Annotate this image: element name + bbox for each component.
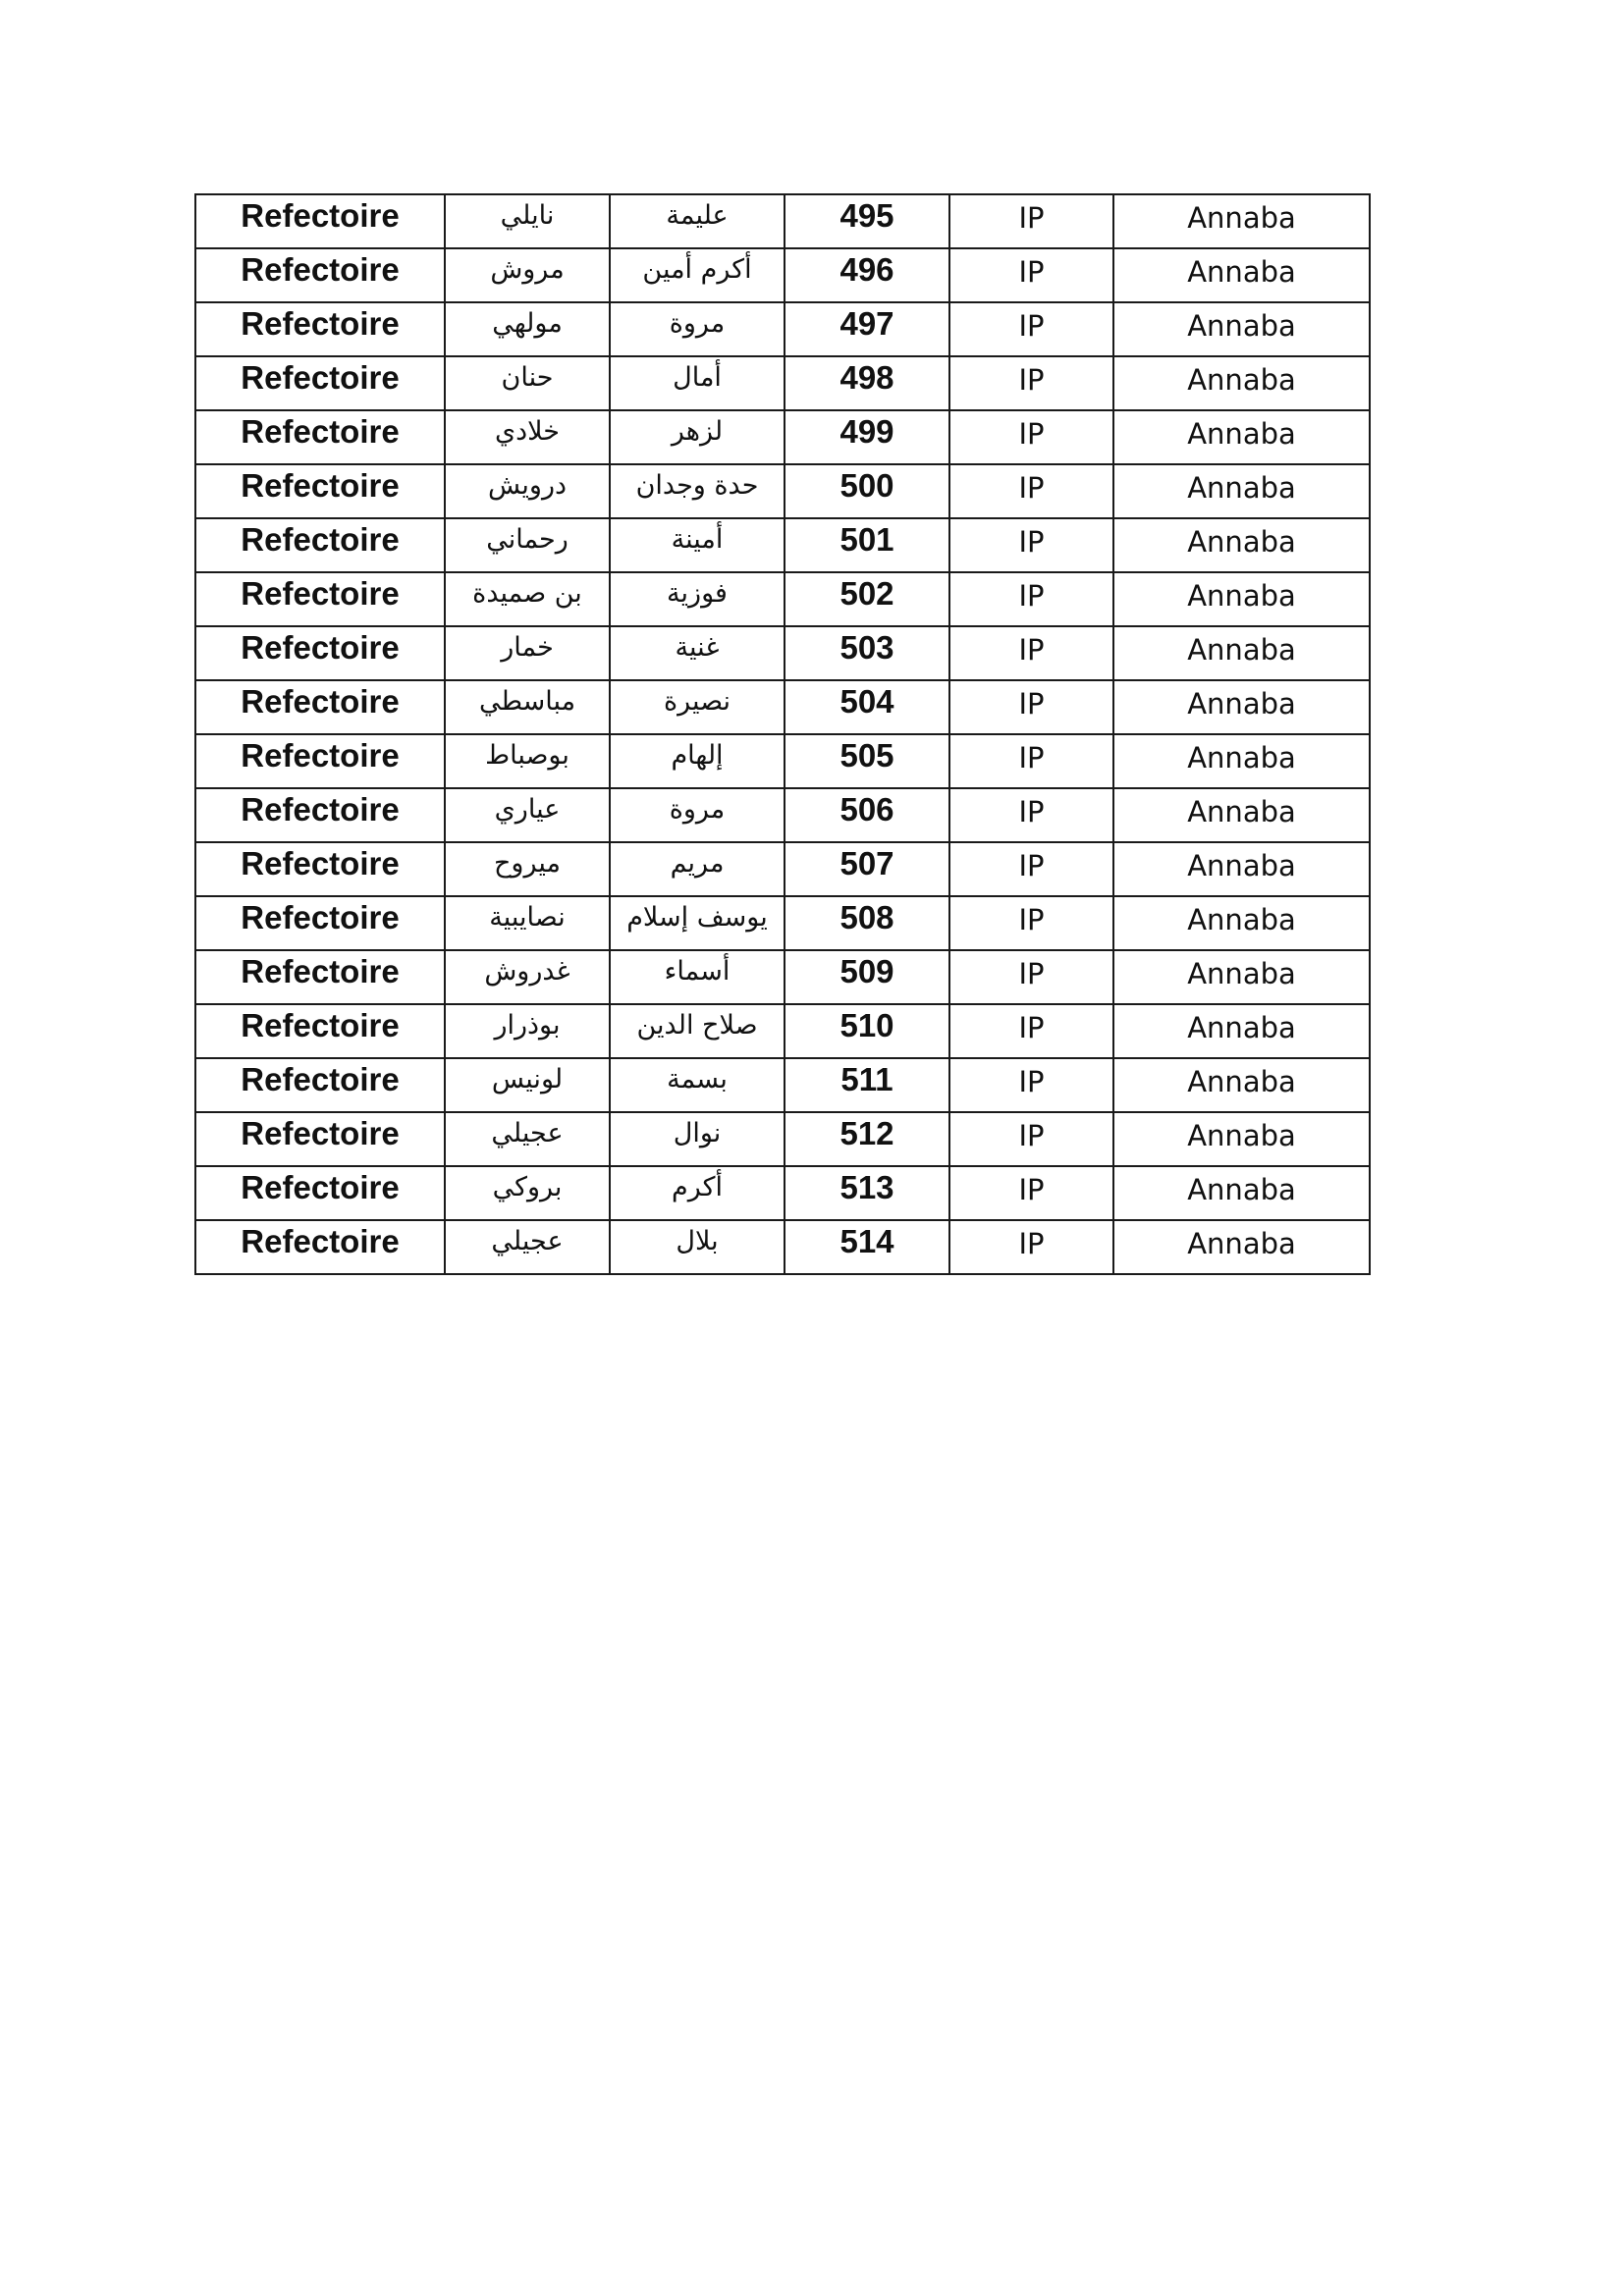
table-row (195, 518, 1370, 572)
code-cell: IP (949, 194, 1113, 248)
table-row (195, 1166, 1370, 1220)
number-cell: 511 (785, 1058, 949, 1112)
number-cell: 509 (785, 950, 949, 1004)
last-name-cell: مولهي (445, 302, 610, 356)
first-name-cell: بلال (610, 1220, 785, 1274)
last-name-cell: لونيس (445, 1058, 610, 1112)
city-cell: Annaba (1113, 572, 1370, 626)
table-row (195, 788, 1370, 842)
code-cell: IP (949, 518, 1113, 572)
last-name-cell: نايلي (445, 194, 610, 248)
first-name-cell: صلاح الدين (610, 1004, 785, 1058)
room-cell: Refectoire (195, 788, 445, 842)
number-cell: 501 (785, 518, 949, 572)
number-cell: 513 (785, 1166, 949, 1220)
table-row (195, 896, 1370, 950)
table-row (195, 410, 1370, 464)
number-cell: 512 (785, 1112, 949, 1166)
code-cell: IP (949, 950, 1113, 1004)
number-cell: 504 (785, 680, 949, 734)
city-cell: Annaba (1113, 356, 1370, 410)
last-name-cell: رحماني (445, 518, 610, 572)
city-cell: Annaba (1113, 410, 1370, 464)
room-cell: Refectoire (195, 302, 445, 356)
first-name-cell: لزهر (610, 410, 785, 464)
table-row (195, 626, 1370, 680)
first-name-cell: غنية (610, 626, 785, 680)
first-name-cell: إلهام (610, 734, 785, 788)
city-cell: Annaba (1113, 1004, 1370, 1058)
last-name-cell: حنان (445, 356, 610, 410)
last-name-cell: مروش (445, 248, 610, 302)
city-cell: Annaba (1113, 1220, 1370, 1274)
city-cell: Annaba (1113, 896, 1370, 950)
number-cell: 503 (785, 626, 949, 680)
code-cell: IP (949, 302, 1113, 356)
last-name-cell: نصايبية (445, 896, 610, 950)
first-name-cell: نوال (610, 1112, 785, 1166)
number-cell: 508 (785, 896, 949, 950)
code-cell: IP (949, 248, 1113, 302)
room-cell: Refectoire (195, 896, 445, 950)
last-name-cell: بن صميدة (445, 572, 610, 626)
first-name-cell: عليمة (610, 194, 785, 248)
room-cell: Refectoire (195, 518, 445, 572)
code-cell: IP (949, 896, 1113, 950)
first-name-cell: أكرم أمين (610, 248, 785, 302)
table-row (195, 734, 1370, 788)
code-cell: IP (949, 626, 1113, 680)
room-cell: Refectoire (195, 410, 445, 464)
first-name-cell: أمينة (610, 518, 785, 572)
room-cell: Refectoire (195, 572, 445, 626)
code-cell: IP (949, 572, 1113, 626)
first-name-cell: حدة وجدان (610, 464, 785, 518)
number-cell: 507 (785, 842, 949, 896)
city-cell: Annaba (1113, 1166, 1370, 1220)
city-cell: Annaba (1113, 842, 1370, 896)
first-name-cell: مريم (610, 842, 785, 896)
first-name-cell: مروة (610, 302, 785, 356)
number-cell: 506 (785, 788, 949, 842)
room-cell: Refectoire (195, 734, 445, 788)
last-name-cell: عجيلي (445, 1220, 610, 1274)
code-cell: IP (949, 1004, 1113, 1058)
room-cell: Refectoire (195, 464, 445, 518)
number-cell: 500 (785, 464, 949, 518)
last-name-cell: خلادي (445, 410, 610, 464)
first-name-cell: أسماء (610, 950, 785, 1004)
room-cell: Refectoire (195, 1112, 445, 1166)
table-row (195, 1058, 1370, 1112)
code-cell: IP (949, 1112, 1113, 1166)
code-cell: IP (949, 680, 1113, 734)
table-row (195, 842, 1370, 896)
table-row (195, 464, 1370, 518)
city-cell: Annaba (1113, 1112, 1370, 1166)
number-cell: 498 (785, 356, 949, 410)
code-cell: IP (949, 1166, 1113, 1220)
city-cell: Annaba (1113, 950, 1370, 1004)
first-name-cell: أكرم (610, 1166, 785, 1220)
candidate-table-body (195, 194, 1370, 1274)
table-row (195, 1004, 1370, 1058)
last-name-cell: غدروش (445, 950, 610, 1004)
room-cell: Refectoire (195, 680, 445, 734)
code-cell: IP (949, 1058, 1113, 1112)
table-row (195, 1112, 1370, 1166)
first-name-cell: يوسف إسلام (610, 896, 785, 950)
last-name-cell: بوصباط (445, 734, 610, 788)
table-row (195, 248, 1370, 302)
last-name-cell: مباسطي (445, 680, 610, 734)
room-cell: Refectoire (195, 248, 445, 302)
city-cell: Annaba (1113, 680, 1370, 734)
last-name-cell: درويش (445, 464, 610, 518)
room-cell: Refectoire (195, 950, 445, 1004)
table-row (195, 302, 1370, 356)
city-cell: Annaba (1113, 194, 1370, 248)
table-row (195, 680, 1370, 734)
room-cell: Refectoire (195, 194, 445, 248)
number-cell: 514 (785, 1220, 949, 1274)
city-cell: Annaba (1113, 734, 1370, 788)
table-row (195, 356, 1370, 410)
city-cell: Annaba (1113, 1058, 1370, 1112)
number-cell: 497 (785, 302, 949, 356)
city-cell: Annaba (1113, 464, 1370, 518)
city-cell: Annaba (1113, 788, 1370, 842)
room-cell: Refectoire (195, 626, 445, 680)
last-name-cell: ميروح (445, 842, 610, 896)
room-cell: Refectoire (195, 1004, 445, 1058)
code-cell: IP (949, 464, 1113, 518)
number-cell: 499 (785, 410, 949, 464)
last-name-cell: عياري (445, 788, 610, 842)
city-cell: Annaba (1113, 518, 1370, 572)
number-cell: 496 (785, 248, 949, 302)
number-cell: 495 (785, 194, 949, 248)
number-cell: 505 (785, 734, 949, 788)
city-cell: Annaba (1113, 248, 1370, 302)
table-row (195, 950, 1370, 1004)
number-cell: 502 (785, 572, 949, 626)
table-row (195, 572, 1370, 626)
last-name-cell: بروكي (445, 1166, 610, 1220)
table-row (195, 1220, 1370, 1274)
number-cell: 510 (785, 1004, 949, 1058)
last-name-cell: خمار (445, 626, 610, 680)
room-cell: Refectoire (195, 1058, 445, 1112)
last-name-cell: بوذرار (445, 1004, 610, 1058)
room-cell: Refectoire (195, 1166, 445, 1220)
code-cell: IP (949, 734, 1113, 788)
first-name-cell: بسمة (610, 1058, 785, 1112)
code-cell: IP (949, 410, 1113, 464)
code-cell: IP (949, 842, 1113, 896)
city-cell: Annaba (1113, 626, 1370, 680)
code-cell: IP (949, 356, 1113, 410)
candidate-table (194, 193, 1371, 1275)
last-name-cell: عجيلي (445, 1112, 610, 1166)
first-name-cell: مروة (610, 788, 785, 842)
first-name-cell: نصيرة (610, 680, 785, 734)
table-row (195, 194, 1370, 248)
room-cell: Refectoire (195, 356, 445, 410)
code-cell: IP (949, 788, 1113, 842)
first-name-cell: أمال (610, 356, 785, 410)
room-cell: Refectoire (195, 1220, 445, 1274)
code-cell: IP (949, 1220, 1113, 1274)
city-cell: Annaba (1113, 302, 1370, 356)
room-cell: Refectoire (195, 842, 445, 896)
first-name-cell: فوزية (610, 572, 785, 626)
